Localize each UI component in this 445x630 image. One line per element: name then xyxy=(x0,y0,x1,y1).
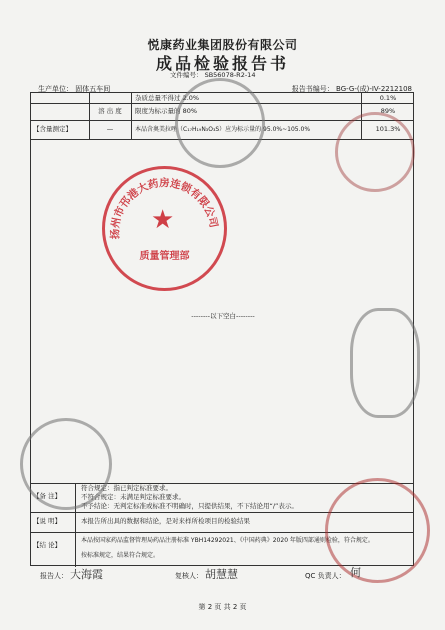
page-number: 第 2 页 共 2 页 xyxy=(198,603,247,611)
reviewer-label: 复核人： xyxy=(175,572,203,580)
dissolution-label: 溶 出 度 xyxy=(98,107,122,115)
content-label: 【含量测定】 xyxy=(33,125,72,133)
dissolution-item: 限度为标示量的 80% xyxy=(135,107,198,115)
faded-seal xyxy=(325,478,430,583)
content-dash: — xyxy=(106,125,114,133)
qc-signature: 何 xyxy=(350,566,361,579)
remark-label: 【备 注】 xyxy=(33,492,62,500)
production-unit-value: 固体五车间 xyxy=(75,85,111,93)
desc-label: 【说 明】 xyxy=(33,517,62,525)
content-result: 101.3% xyxy=(375,125,401,133)
blank-marker: --------以下空白-------- xyxy=(191,312,255,320)
star-icon: ★ xyxy=(151,205,175,235)
report-title: 成品检验报告书 xyxy=(155,54,289,73)
report-number-value: BG-G-(成)-IV-2212108 xyxy=(336,85,412,93)
seal-dept-text: 质量管理部 xyxy=(139,251,190,262)
file-number-label: 文件编号： xyxy=(170,71,203,79)
conclusion-text: 本品按国家药品监督管理局药品注册标准 YBH14292021、《中国药典》2020 年版四部通则检验，符合规定。 xyxy=(81,537,374,544)
company-name: 悦康药业集团股份有限公司 xyxy=(147,38,298,52)
remark-line: 不符合规定：未满足判定标准要求。 xyxy=(81,493,185,501)
file-number-value: SB56078-R2-14 xyxy=(204,71,256,79)
reviewer-signature: 胡慧慧 xyxy=(205,568,238,581)
conclusion-label: 【结 论】 xyxy=(33,541,62,549)
faded-seal xyxy=(175,78,265,168)
production-unit-label: 生产单位： xyxy=(38,85,73,93)
desc-text: 本报告所出具的数据和结论，是对来样所检项目的检验结果 xyxy=(81,517,250,525)
seal-company-text: 扬州市邗港大药房连锁有限公司 xyxy=(109,177,220,240)
quality-dept-seal xyxy=(102,166,227,291)
faded-seal xyxy=(335,112,415,192)
reporter-signature: 大海霞 xyxy=(70,568,103,581)
impurity-item: 杂质总量不得过 2.0% xyxy=(135,94,200,102)
faded-seal xyxy=(20,418,112,510)
report-number-label: 报告书编号： xyxy=(291,85,334,93)
remark-line: 不予结论：无判定标准或标准不明确时，只提供结果，不下结论用“/”表示。 xyxy=(81,502,298,510)
content-item: 本品含奥美拉唑（C₁₇H₁₉N₃O₃S）应为标示量的 95.0%~105.0% xyxy=(135,126,311,133)
dissolution-result: 89% xyxy=(380,107,396,115)
col-divider xyxy=(131,93,132,139)
faded-seal xyxy=(350,308,420,418)
remark-line: 符合规定：指已判定标准要求。 xyxy=(81,484,172,492)
conclusion-text-2: 按标准规定，结果符合规定。 xyxy=(81,552,160,559)
impurity-result: 0.1% xyxy=(379,94,397,102)
reporter-label: 报告人： xyxy=(40,572,68,580)
qc-label: QC 负责人： xyxy=(305,572,346,580)
